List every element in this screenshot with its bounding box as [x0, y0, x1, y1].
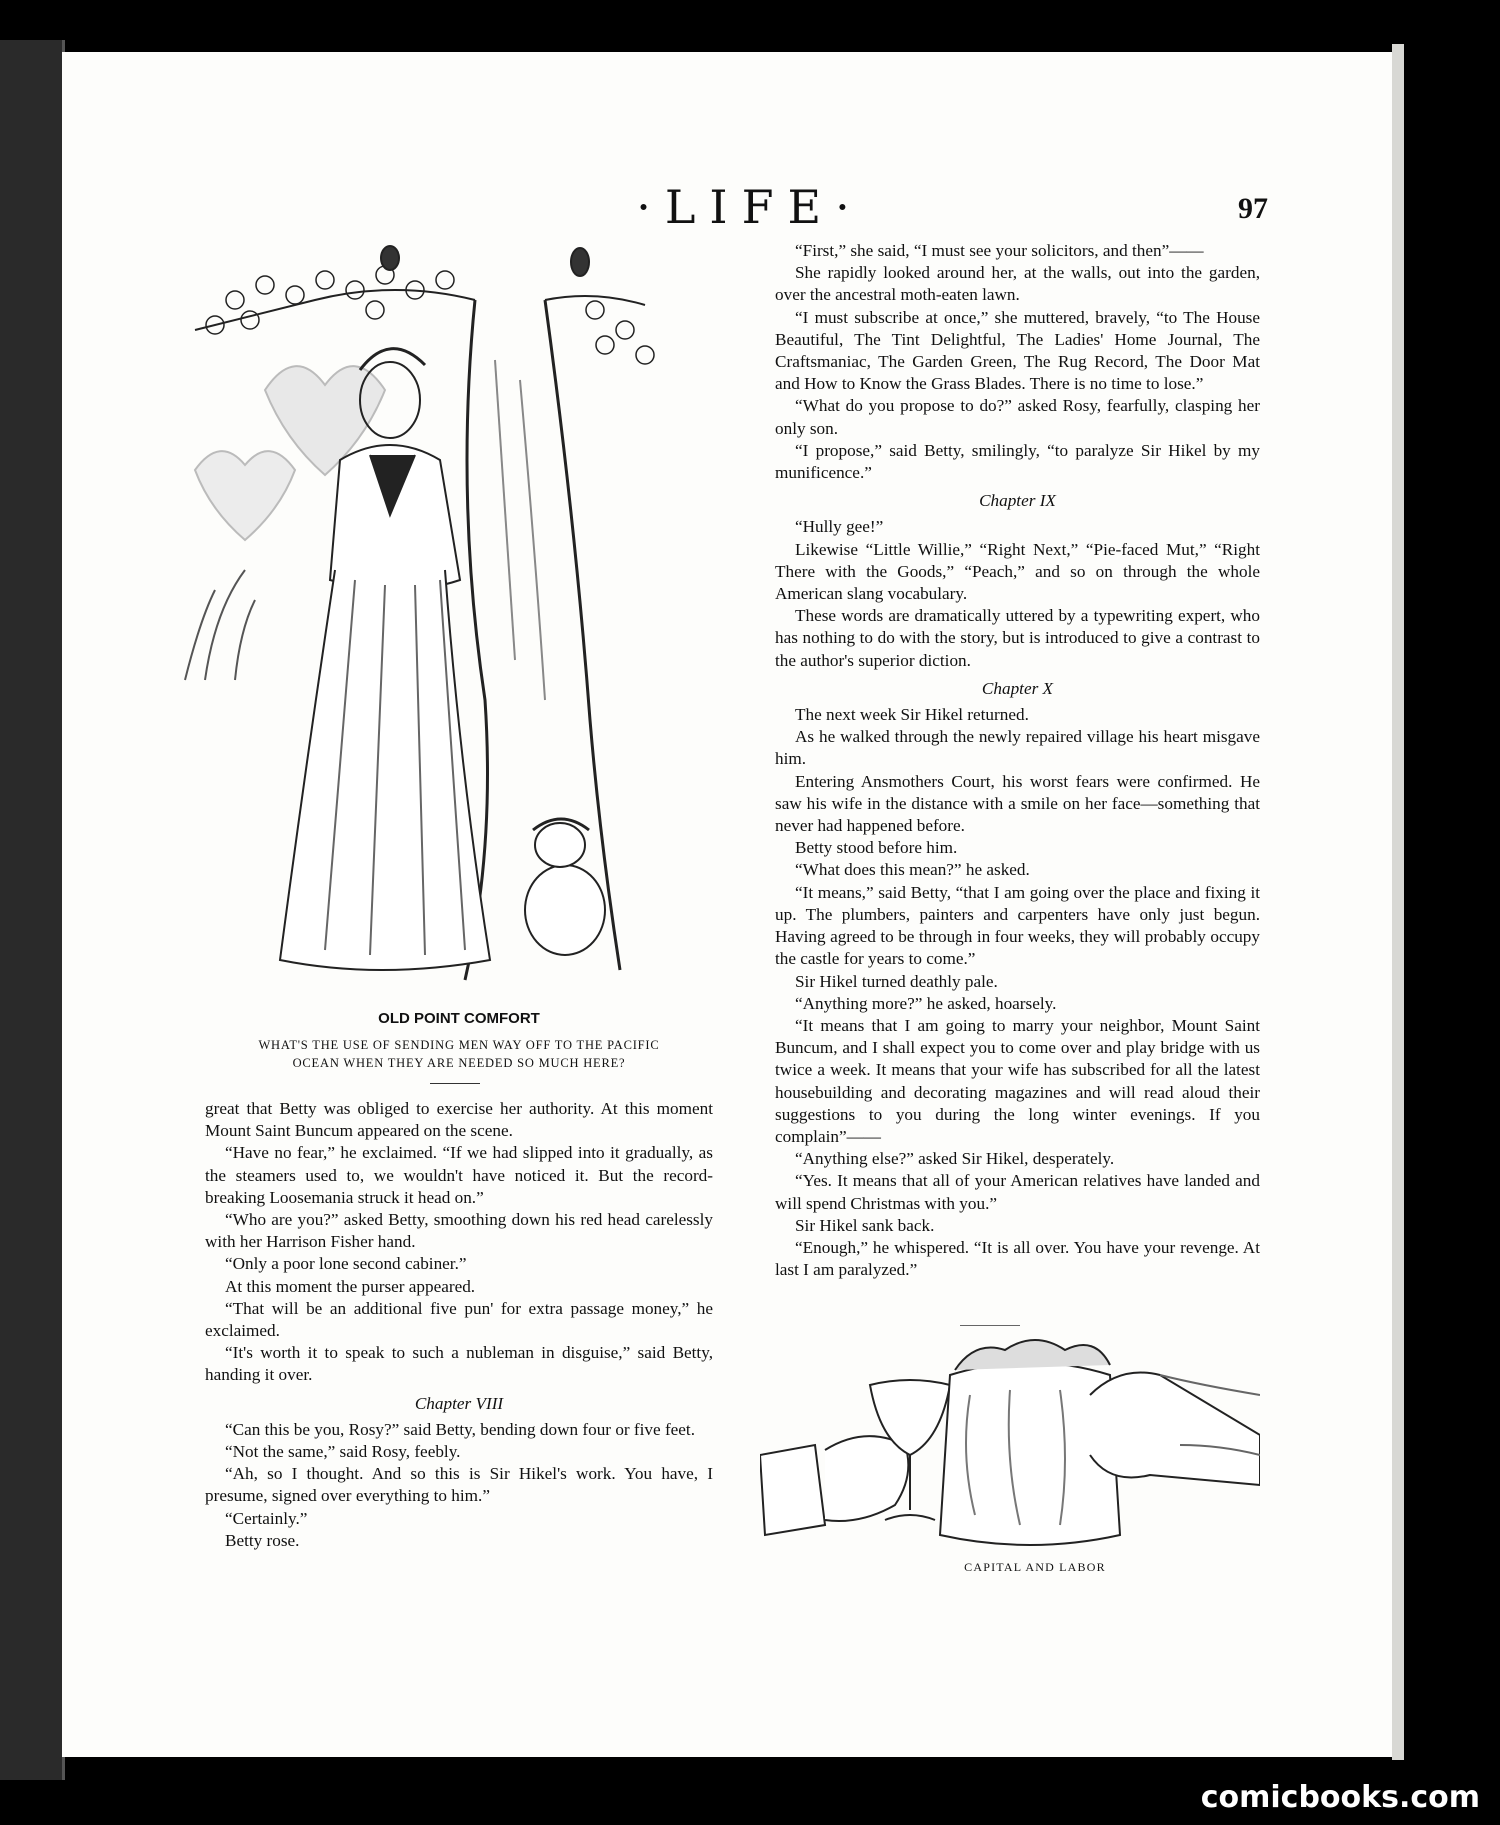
paragraph: “What does this mean?” he asked.	[795, 860, 1030, 880]
chapter-heading: Chapter VIII	[414, 1393, 504, 1413]
paragraph: “First,” she said, “I must see your solicitors, and then”——	[795, 241, 1204, 260]
illustration-subtitle	[205, 1036, 713, 1072]
paragraph: “Anything more?” he asked, hoarsely.	[795, 993, 1057, 1013]
paragraph: “Can this be you, Rosy?” said Betty, bending down four or five feet.	[225, 1419, 696, 1439]
paragraph: “What do you propose to do?” asked Rosy, fearfully, clasping her only son.	[775, 396, 1260, 438]
paragraph: “It means that I am going to marry your neighbor, Mount Saint Buncum, and I shall expect you to come over and play bridge with us twice a week. It means that your wife has subscribed for all the latest housebuilding and decorating magazines and will read aloud their suggestions to you during the long winter evenings. If you complain”——	[775, 1015, 1260, 1146]
illustration-title: OLD POINT COMFORT	[378, 1010, 540, 1027]
paragraph: “It's worth it to speak to such a nubleman in disguise,” said Betty, handing it over.	[205, 1343, 713, 1385]
paragraph: Likewise “Little Willie,” “Right Next,” “Pie-faced Mut,” “Right There with the Goods,” “Peach,” and so on through the whole American slang vocabulary.	[775, 539, 1260, 604]
paragraph: As he walked through the newly repaired village his heart misgave him.	[775, 727, 1260, 769]
paragraph: Sir Hikel sank back.	[795, 1215, 935, 1235]
divider-rule	[430, 1083, 480, 1084]
right-column	[775, 240, 1260, 1281]
book-spine	[0, 40, 65, 1780]
paragraph: “I must subscribe at once,” she muttered, bravely, “to The House Beautiful, The Tint Delightful, The Ladies' Home Journal, The Craftsmaniac, The Garden Green, The Rug Record, The Door Mat and How to Know the Grass Blades. There is no time to lose.”	[775, 307, 1260, 394]
paragraph: “Ah, so I thought. And so this is Sir Hikel's work. You have, I presume, signed over everything to him.”	[205, 1464, 713, 1506]
illustration-caption: CAPITAL AND LABOR	[964, 1560, 1106, 1574]
illustration-subtitle-line: WHAT'S THE USE OF SENDING MEN WAY OFF TO THE PACIFIC	[258, 1038, 660, 1052]
paragraph: “It means,” said Betty, “that I am going over the place and fixing it up. The plumbers, painters and carpenters have only just begun. Having agreed to be through in four weeks, they will probably occupy the castle for years to come.”	[775, 882, 1260, 969]
paragraph: These words are dramatically uttered by a typewriting expert, who has nothing to do with the story, but is introduced to give a contrast to the author's superior diction.	[775, 606, 1260, 670]
paragraph: Betty rose.	[225, 1530, 300, 1550]
old-point-comfort-illustration	[175, 240, 695, 1005]
paragraph: “I propose,” said Betty, smilingly, “to paralyze Sir Hikel by my munificence.”	[775, 440, 1260, 483]
watermark: comicbooks.com	[1200, 1780, 1480, 1815]
paragraph: At this moment the purser appeared.	[225, 1276, 476, 1296]
paragraph: The next week Sir Hikel returned.	[795, 705, 1029, 725]
chapter-heading: Chapter X	[981, 678, 1054, 698]
page-edge	[1392, 44, 1404, 1760]
paragraph: great that Betty was obliged to exercise her authority. At this moment Mount Saint Buncum appeared on the scene.	[205, 1099, 713, 1141]
paragraph: “That will be an additional five pun' for extra passage money,” he exclaimed.	[205, 1298, 713, 1341]
chapter-heading: Chapter IX	[979, 491, 1056, 511]
paragraph: “Not the same,” said Rosy, feebly.	[225, 1442, 461, 1462]
paragraph: “Certainly.”	[225, 1508, 308, 1528]
paragraph: “Only a poor lone second cabiner.”	[225, 1254, 467, 1274]
paragraph: “Who are you?” asked Betty, smoothing down his red head carelessly with her Harrison Fisher hand.	[205, 1210, 713, 1252]
paragraph: Betty stood before him.	[795, 838, 958, 858]
page-number: 97	[1238, 192, 1268, 225]
paragraph: She rapidly looked around her, at the walls, out into the garden, over the ancestral moth-eaten lawn.	[775, 263, 1260, 305]
left-column	[205, 1098, 713, 1552]
paragraph: “Enough,” he whispered. “It is all over. You have your revenge. At last I am paralyzed.”	[775, 1237, 1260, 1280]
paragraph: “Hully gee!”	[795, 517, 884, 537]
divider-rule	[960, 1325, 1020, 1326]
paragraph: “Yes. It means that all of your American relatives have landed and will spend Christmas with you.”	[775, 1171, 1260, 1213]
paragraph: Sir Hikel turned deathly pale.	[795, 971, 998, 991]
paragraph: “Have no fear,” he exclaimed. “If we had slipped into it gradually, as the steamers used to, we wouldn't have noticed it. But the record-breaking Loosemania struck it head on.”	[205, 1143, 713, 1207]
paragraph: Entering Ansmothers Court, his worst fears were confirmed. He saw his wife in the distance with a smile on her face—something that never had happened before.	[775, 771, 1260, 836]
paragraph: “Anything else?” asked Sir Hikel, desperately.	[795, 1149, 1115, 1169]
masthead: ·LIFE·	[636, 180, 864, 234]
illustration-subtitle-line: OCEAN WHEN THEY ARE NEEDED SO MUCH HERE?	[292, 1056, 626, 1070]
capital-and-labor-illustration	[760, 1335, 1260, 1550]
